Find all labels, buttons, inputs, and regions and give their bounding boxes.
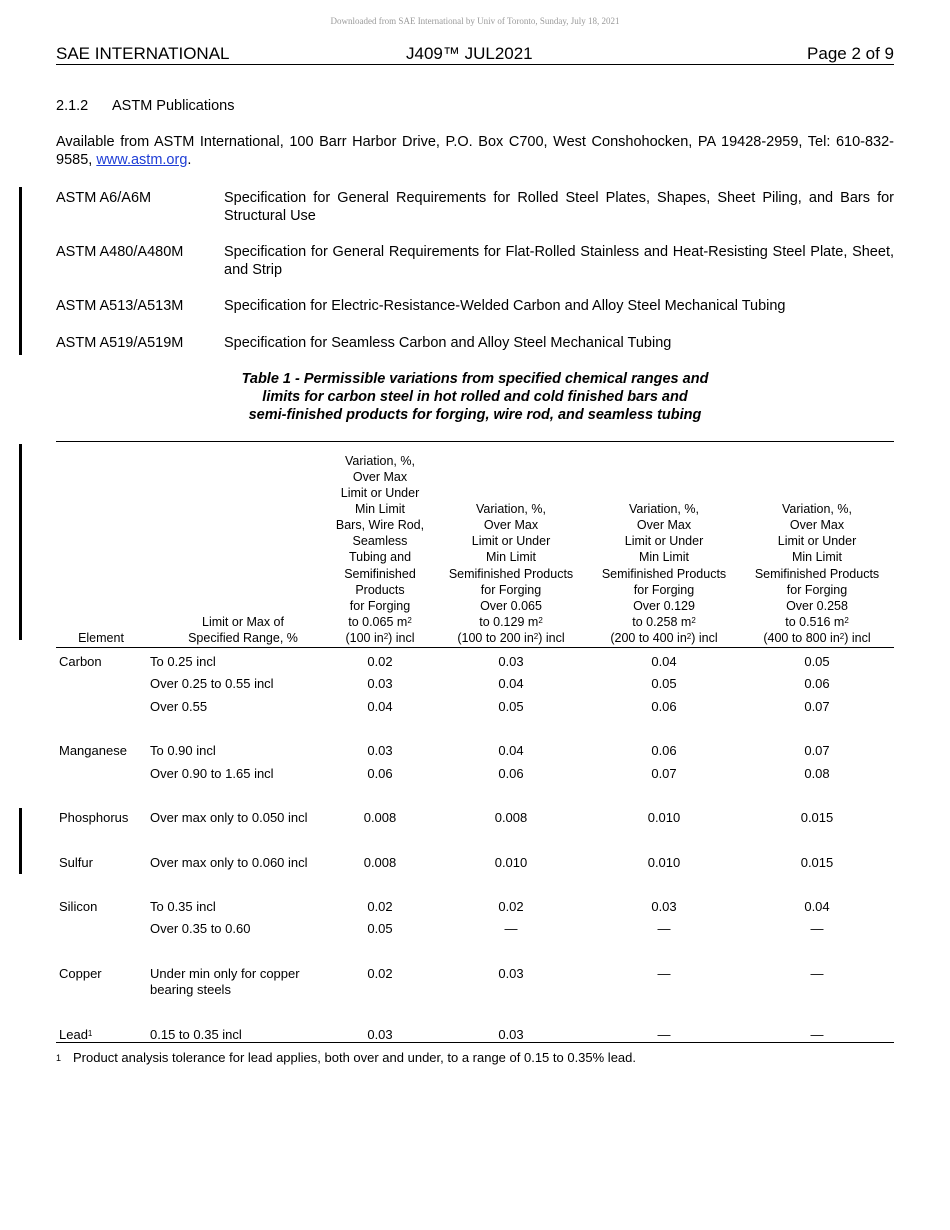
download-watermark: Downloaded from SAE International by Univ of Toronto, Sunday, July 18, 2021 bbox=[330, 16, 620, 26]
header-publisher: SAE INTERNATIONAL bbox=[56, 44, 230, 63]
cell-element: Carbon bbox=[59, 654, 102, 669]
cell-value: 0.03 bbox=[367, 1027, 393, 1042]
cell-value: 0.04 bbox=[498, 743, 524, 758]
cell-element: Lead$^1$ bbox=[59, 1027, 93, 1042]
cell-value: 0.04 bbox=[804, 899, 830, 914]
cell-value: 0.02 bbox=[367, 654, 393, 669]
cell-value: 0.02 bbox=[367, 966, 393, 981]
cell-value: — bbox=[657, 966, 671, 981]
cell-value: 0.06 bbox=[804, 676, 830, 691]
cell-element: Silicon bbox=[59, 899, 98, 914]
cell-value: 0.03 bbox=[367, 676, 393, 691]
publication-desc: Specification for General Requirements for Rolled Steel Plates, Shapes, Sheet Piling, and Bars for Structural Use bbox=[224, 190, 894, 224]
section-title: ASTM Publications bbox=[112, 98, 235, 114]
cell-value: — bbox=[810, 921, 824, 936]
header-doc-id: J409™ JUL2021 bbox=[406, 44, 533, 63]
header-variation-3: Variation, %, Over Max Limit or Under Min Limit Semifinished Products for Forging Over 0.129 to 0.258 $m^2$ (200 to 400 $in^2$) incl bbox=[601, 502, 727, 645]
cell-value: — bbox=[810, 966, 824, 981]
cell-limit: To 0.25 incl bbox=[150, 654, 216, 669]
cell-value: 0.07 bbox=[651, 766, 677, 781]
page-header bbox=[56, 44, 894, 65]
header-variation-1: Variation, %, Over Max Limit or Under Min Limit Bars, Wire Rod, Seamless Tubing and Semifinished Products for Forging to 0.065 $m^2$ (100 $in^2$) incl bbox=[335, 453, 425, 645]
cell-limit-cont: bearing steels bbox=[150, 982, 231, 997]
cell-limit: Over 0.55 bbox=[150, 699, 208, 714]
section-heading bbox=[56, 98, 235, 114]
cell-value: 0.015 bbox=[800, 855, 834, 870]
cell-limit: Over 0.35 to 0.60 bbox=[150, 921, 251, 936]
cell-value: 0.06 bbox=[498, 766, 524, 781]
change-bar bbox=[19, 187, 22, 355]
cell-value: 0.010 bbox=[647, 810, 681, 825]
cell-value: 0.06 bbox=[651, 699, 677, 714]
cell-value: 0.008 bbox=[363, 810, 397, 825]
cell-value: 0.03 bbox=[367, 743, 393, 758]
cell-value: 0.07 bbox=[804, 743, 830, 758]
cell-value: — bbox=[504, 921, 518, 936]
cell-value: — bbox=[657, 1027, 671, 1042]
cell-element: Manganese bbox=[59, 743, 127, 758]
cell-value: — bbox=[810, 1027, 824, 1042]
cell-value: 0.05 bbox=[804, 654, 830, 669]
cell-value: 0.03 bbox=[498, 966, 524, 981]
cell-value: 0.010 bbox=[647, 855, 681, 870]
publication-code: ASTM A6/A6M bbox=[56, 190, 152, 206]
cell-value: 0.03 bbox=[651, 899, 677, 914]
cell-value: 0.05 bbox=[498, 699, 524, 714]
cell-limit: Over max only to 0.050 incl bbox=[150, 810, 308, 825]
table-caption: Table 1 - Permissible variations from specified chemical ranges and limits for carbon steel in hot rolled and cold finished bars and semi-finished products for forging, wire rod, and seamless tubing bbox=[241, 371, 709, 423]
cell-value: 0.06 bbox=[367, 766, 393, 781]
header-element: Element bbox=[78, 630, 124, 645]
publication-desc: Specification for General Requirements for Flat-Rolled Stainless and Heat-Resisting Steel Plate, Sheet, and Strip bbox=[224, 244, 894, 278]
publication-code: ASTM A519/A519M bbox=[56, 335, 184, 351]
cell-limit: Under min only for copper bbox=[150, 966, 300, 981]
change-bar bbox=[19, 444, 22, 640]
cell-value: 0.02 bbox=[498, 899, 524, 914]
cell-limit: Over 0.25 to 0.55 incl bbox=[150, 676, 274, 691]
change-bar bbox=[19, 808, 22, 874]
header-variation-2: Variation, %, Over Max Limit or Under Min Limit Semifinished Products for Forging Over 0.065 to 0.129 $m^2$ (100 to 200 $in^2$) incl bbox=[448, 502, 574, 645]
cell-limit: Over 0.90 to 1.65 incl bbox=[150, 766, 274, 781]
cell-value: 0.04 bbox=[498, 676, 524, 691]
cell-value: 0.03 bbox=[498, 1027, 524, 1042]
table-top-rule bbox=[56, 441, 894, 442]
cell-value: 0.04 bbox=[651, 654, 677, 669]
header-variation-4: Variation, %, Over Max Limit or Under Min Limit Semifinished Products for Forging Over 0.258 to 0.516 $m^2$ (400 to 800 $in^2$) incl bbox=[754, 502, 880, 645]
cell-value: 0.08 bbox=[804, 766, 830, 781]
astm-link[interactable]: www.astm.org bbox=[96, 152, 188, 168]
cell-limit: 0.15 to 0.35 incl bbox=[150, 1027, 242, 1042]
publication-code: ASTM A480/A480M bbox=[56, 244, 184, 260]
cell-limit: Over max only to 0.060 incl bbox=[150, 855, 308, 870]
cell-element: Copper bbox=[59, 966, 102, 981]
cell-value: 0.04 bbox=[367, 699, 393, 714]
footnote-text: Product analysis tolerance for lead applies, both over and under, to a range of 0.15 to 0.35% lead. bbox=[73, 1050, 637, 1065]
cell-value: 0.05 bbox=[651, 676, 677, 691]
availability-paragraph: Available from ASTM International, 100 Barr Harbor Drive, P.O. Box C700, West Conshohocken, PA 19428-2959, Tel: 610-832-9585, www.astm.org. bbox=[56, 134, 894, 168]
publication-code: ASTM A513/A513M bbox=[56, 298, 184, 314]
cell-value: 0.010 bbox=[494, 855, 528, 870]
cell-value: — bbox=[657, 921, 671, 936]
cell-element: Sulfur bbox=[59, 855, 93, 870]
cell-value: 0.02 bbox=[367, 899, 393, 914]
table-header-rule bbox=[56, 647, 894, 648]
footnote-mark: 1 bbox=[56, 1053, 62, 1063]
section-number: 2.1.2 bbox=[56, 98, 89, 114]
cell-value: 0.06 bbox=[651, 743, 677, 758]
table-bottom-rule bbox=[56, 1042, 894, 1043]
cell-value: 0.05 bbox=[367, 921, 393, 936]
publication-desc: Specification for Seamless Carbon and Alloy Steel Mechanical Tubing bbox=[224, 335, 672, 351]
table-header bbox=[56, 444, 894, 646]
header-limit: Limit or Max of Specified Range, % bbox=[188, 614, 298, 645]
cell-element: Phosphorus bbox=[59, 810, 129, 825]
cell-limit: To 0.35 incl bbox=[150, 899, 216, 914]
table-footnote bbox=[56, 1050, 636, 1066]
cell-value: 0.015 bbox=[800, 810, 834, 825]
publication-desc: Specification for Electric-Resistance-Welded Carbon and Alloy Steel Mechanical Tubing bbox=[224, 298, 786, 314]
cell-limit: To 0.90 incl bbox=[150, 743, 216, 758]
cell-value: 0.07 bbox=[804, 699, 830, 714]
cell-value: 0.03 bbox=[498, 654, 524, 669]
header-page-number: Page 2 of 9 bbox=[807, 44, 894, 63]
cell-value: 0.008 bbox=[363, 855, 397, 870]
cell-value: 0.008 bbox=[494, 810, 528, 825]
